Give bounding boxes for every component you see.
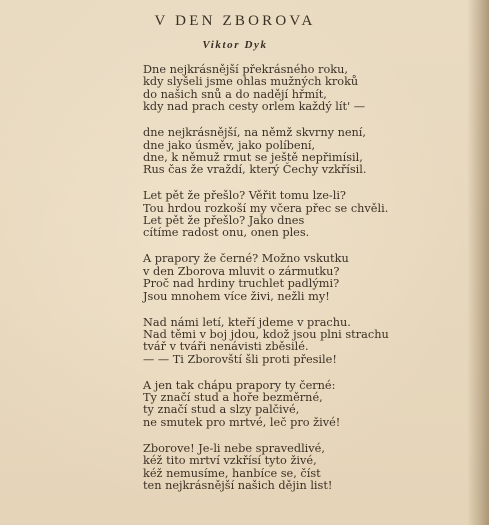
poem-line: kdy nad prach cesty orlem každý lít' — <box>143 100 366 114</box>
poem-author: Viktor Dyk <box>202 39 268 51</box>
poem-body <box>143 64 389 506</box>
stanza <box>143 317 389 367</box>
stanza <box>143 253 389 303</box>
poem-line: v den Zborova mluvit o zármutku? <box>143 264 340 278</box>
poem-line: Ty značí stud a hoře bezměrné, <box>143 391 323 405</box>
poem-line: Let pět že přešlo? Věřit tomu lze-li? <box>143 189 346 203</box>
stanza <box>143 443 389 493</box>
poem-line: Nad námi letí, kteří jdeme v prachu. <box>143 315 351 329</box>
poem-line: kéž nemusíme, hanbíce se, číst <box>143 466 321 480</box>
poem-line: ne smutek pro mrtvé, leč pro živé! <box>143 415 341 429</box>
poem-line: dne, k němuž rmut se ještě nepřimísil, <box>143 150 363 164</box>
poem-line: A jen tak chápu prapory ty černé: <box>143 378 336 392</box>
stanza <box>143 64 389 114</box>
poem-line: dne nejkrásnější, na němž skvrny není, <box>143 126 367 140</box>
poem-line: kdy slyšeli jsme ohlas mužných kroků <box>143 75 359 89</box>
poem-title: V DEN ZBOROVA <box>154 13 316 29</box>
poem-line: ten nejkrásnější našich dějin list! <box>143 478 333 492</box>
stanza <box>143 127 389 177</box>
poem-line: Rus čas že vraždí, který Čechy vzkřísil. <box>143 163 367 177</box>
poem-line: Tou hrdou rozkoší my včera přec se chvěli. <box>143 201 389 215</box>
poem-line: — — Ti Zborovští šli proti přesile! <box>143 352 337 366</box>
stanza <box>143 380 389 430</box>
poem-line: do našich snů a do nadějí hřmít, <box>143 87 327 101</box>
poem-line: tvář v tváři nenávisti zběsilé. <box>143 340 309 354</box>
poem-line: Let pět že přešlo? Jako dnes <box>143 214 305 228</box>
poem-line: A prapory že černé? Možno vskutku <box>143 252 349 266</box>
stanza <box>143 190 389 240</box>
poem-line: ty značí stud a slzy palčivé, <box>143 403 300 417</box>
poem-line: Zborove! Je-li nebe spravedlivé, <box>143 441 325 455</box>
poem-line: kéž tito mrtví vzkřísí tyto živé, <box>143 454 317 468</box>
poem-line: Proč nad hrdiny truchlet padlými? <box>143 277 340 291</box>
poem-line: dne jako úsměv, jako políbení, <box>143 138 316 152</box>
poem-line: Nad těmi v boj jdou, kdož jsou plni strachu <box>143 327 389 341</box>
poem-line: Jsou mnohem více živi, nežli my! <box>143 289 330 303</box>
page-spine-shadow <box>467 0 489 525</box>
poem-line: cítíme radost onu, onen ples. <box>143 226 310 240</box>
poem-line: Dne nejkrásnější překrásného roku, <box>143 63 348 76</box>
